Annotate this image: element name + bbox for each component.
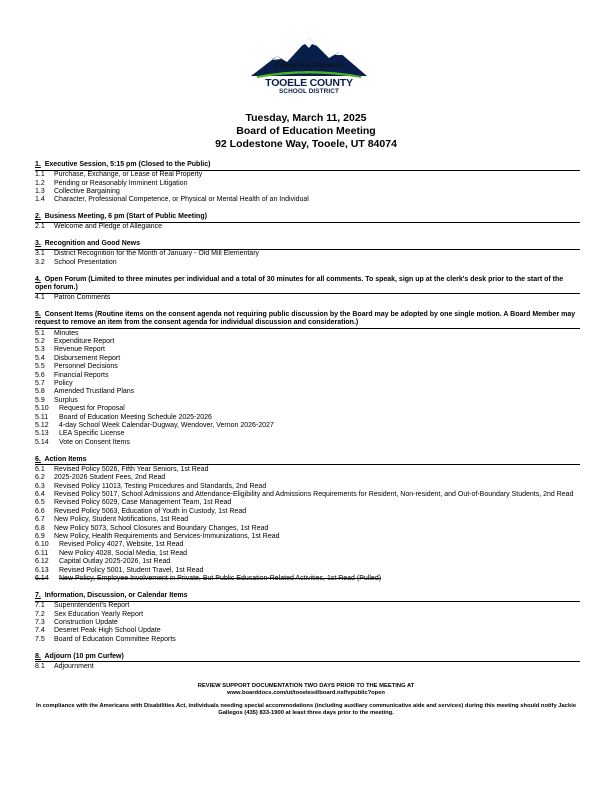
item-number: 6.2 xyxy=(35,474,45,482)
agenda-section xyxy=(35,240,580,267)
item-text xyxy=(54,259,580,267)
item-text xyxy=(59,430,580,438)
item-text xyxy=(54,330,580,338)
district-logo xyxy=(243,36,375,100)
section-number: 5. xyxy=(35,311,41,319)
pulled-note: (Pulled) xyxy=(356,575,382,583)
agenda-item xyxy=(35,508,580,516)
agenda-section xyxy=(35,653,580,672)
section-title xyxy=(35,592,580,602)
item-number: 6.12 xyxy=(35,558,49,566)
logo-subname: SCHOOL DISTRICT xyxy=(279,88,339,95)
item-text xyxy=(59,558,580,566)
item-text-content: Personnel Decisions xyxy=(54,363,118,371)
agenda-item xyxy=(35,372,580,380)
item-number: 3.2 xyxy=(35,258,45,266)
item-text-content: Amended Trustland Plans xyxy=(54,388,135,396)
logo-tagline: Education Elevated xyxy=(274,62,344,69)
agenda-section xyxy=(35,161,580,205)
item-number: 2.1 xyxy=(35,223,45,231)
section-number: 6. xyxy=(35,455,41,463)
item-number: 8.1 xyxy=(35,662,45,670)
item-number: 5.14 xyxy=(35,438,49,446)
item-text-content: Character, Professional Competence, or Physical or Mental Health of an Individual xyxy=(54,196,309,204)
agenda-item xyxy=(35,541,580,549)
agenda-item xyxy=(35,259,580,267)
item-text-content: Deseret Peak High School Update xyxy=(54,627,161,635)
item-text-content: Welcome and Pledge of Allegiance xyxy=(54,223,163,231)
item-text-content: Board of Education Committee Reports xyxy=(54,635,176,643)
section-title xyxy=(35,213,580,223)
item-text xyxy=(54,499,580,507)
item-text-content: Purchase, Exchange, or Lease of Real Property xyxy=(54,171,203,179)
item-text-content: Superintendent's Report xyxy=(54,602,130,610)
item-text xyxy=(54,171,580,179)
item-text-content: Sex Education Yearly Report xyxy=(54,610,144,618)
agenda-item xyxy=(35,499,580,507)
agenda-item xyxy=(35,483,580,491)
section-title xyxy=(35,653,580,663)
item-text xyxy=(54,372,580,380)
item-number: 6.11 xyxy=(35,549,49,557)
item-text xyxy=(59,567,580,575)
item-text-content: District Recognition for the Month of January - Old Mill Elementary xyxy=(54,250,260,258)
item-number: 6.7 xyxy=(35,516,45,524)
agenda-item xyxy=(35,363,580,371)
item-text-content: 2025-2026 Student Fees, 2nd Read xyxy=(54,474,166,482)
item-number: 1.3 xyxy=(35,187,45,195)
section-title xyxy=(35,240,580,250)
section-title-text: Consent Items (Routine items on the consent agenda not requiring public discussion by the Board may be adopted by one single motion. A Board Member may request to remove an item from the consent agenda for individual discussion and consideration.) xyxy=(35,311,576,327)
agenda-section xyxy=(35,213,580,232)
item-number: 5.4 xyxy=(35,354,45,362)
item-number: 6.4 xyxy=(35,491,45,499)
agenda-item xyxy=(35,439,580,447)
item-text-content: School Presentation xyxy=(54,258,117,266)
item-text xyxy=(54,474,580,482)
item-text xyxy=(54,602,580,610)
item-text-content: LEA Specific License xyxy=(59,430,125,438)
agenda-item xyxy=(35,188,580,196)
agenda-item xyxy=(35,533,580,541)
item-text xyxy=(54,346,580,354)
item-text xyxy=(54,397,580,405)
item-text xyxy=(54,663,580,671)
agenda-item xyxy=(35,346,580,354)
item-number: 5.5 xyxy=(35,363,45,371)
item-text-content: Disbursement Report xyxy=(54,354,121,362)
item-text-content: Pending or Reasonably Imminent Litigation xyxy=(54,179,188,187)
item-text-content: Revised Policy 5001, Student Travel, 1st Read xyxy=(59,566,204,574)
item-text xyxy=(59,575,580,583)
item-text xyxy=(54,363,580,371)
item-number: 7.1 xyxy=(35,602,45,610)
section-title xyxy=(35,161,580,171)
item-text xyxy=(59,541,580,549)
section-title xyxy=(35,276,580,294)
agenda-item xyxy=(35,388,580,396)
item-number: 4.1 xyxy=(35,294,45,302)
section-title-text: Action Items xyxy=(44,455,87,463)
item-text-content: Vote on Consent Items xyxy=(59,438,130,446)
item-number: 6.14 xyxy=(35,575,49,583)
agenda-item xyxy=(35,380,580,388)
item-number: 6.3 xyxy=(35,482,45,490)
item-number: 5.9 xyxy=(35,396,45,404)
section-title-text: Recognition and Good News xyxy=(44,240,141,248)
item-text-content: Board of Education Meeting Schedule 2025-2026 xyxy=(59,413,212,421)
item-text-content: New Policy, Employee Involvement in Private, But Public Education-Related Activities, 1st Read xyxy=(59,575,355,583)
item-text xyxy=(59,422,580,430)
item-number: 5.10 xyxy=(35,405,49,413)
item-text xyxy=(54,388,580,396)
item-number: 5.6 xyxy=(35,371,45,379)
agenda-item xyxy=(35,516,580,524)
agenda-item xyxy=(35,250,580,258)
section-number: 8. xyxy=(35,652,41,660)
section-number: 3. xyxy=(35,240,41,248)
agenda-item xyxy=(35,171,580,179)
section-title xyxy=(35,456,580,466)
item-text xyxy=(54,196,580,204)
item-number: 7.5 xyxy=(35,635,45,643)
item-text xyxy=(59,439,580,447)
item-number: 5.12 xyxy=(35,422,49,429)
item-text xyxy=(54,355,580,363)
agenda-item xyxy=(35,627,580,635)
item-text xyxy=(54,611,580,619)
item-number: 5.2 xyxy=(35,337,45,345)
logo-name: TOOELE COUNTY xyxy=(265,77,353,89)
agenda-item xyxy=(35,636,580,644)
agenda-list xyxy=(35,161,580,680)
agenda-item xyxy=(35,422,580,430)
item-number: 1.2 xyxy=(35,179,45,187)
agenda-item xyxy=(35,491,580,499)
item-text xyxy=(54,380,580,388)
item-text xyxy=(54,188,580,196)
item-text xyxy=(54,533,580,541)
boarddocs-link[interactable]: www.boarddocs.com/ut/tooelesd/board.nsf/vpublic?open xyxy=(227,690,385,696)
section-title-text: Adjourn (10 pm Curfew) xyxy=(44,652,124,660)
item-text xyxy=(54,636,580,644)
section-number: 7. xyxy=(35,592,41,599)
item-text-content: Financial Reports xyxy=(54,371,109,379)
meeting-address: 92 Lodestone Way, Tooele, UT 84074 xyxy=(215,138,397,150)
section-title xyxy=(35,311,580,329)
item-text-content: Revised Policy 5017, School Admissions and Attendance-Eligibility and Admissions Requirements for Resident, Non-resident, and Out-of-Boundary Students, 2nd Read xyxy=(54,491,574,499)
item-text-content: Construction Update xyxy=(54,618,118,626)
agenda-item xyxy=(35,525,580,533)
agenda-section xyxy=(35,311,580,447)
item-text xyxy=(54,338,580,346)
item-text-content: New Policy 4028, Social Media, 1st Read xyxy=(59,549,188,557)
item-text-content: Policy xyxy=(54,379,73,387)
section-number: 1. xyxy=(35,161,41,168)
item-text-content: New Policy, Health Requirements and Services-Immunizations, 1st Read xyxy=(54,533,280,541)
item-text xyxy=(54,180,580,188)
item-text-content: New Policy 5073, School Closures and Boundary Changes, 1st Read xyxy=(54,524,269,532)
meeting-title: Board of Education Meeting xyxy=(236,125,376,137)
agenda-item xyxy=(35,550,580,558)
item-text-content: New Policy, Student Notifications, 1st Read xyxy=(54,516,189,524)
item-text-content: Expenditure Report xyxy=(54,337,115,345)
item-text xyxy=(59,414,580,422)
item-text xyxy=(54,466,580,474)
item-number: 5.13 xyxy=(35,430,49,438)
agenda-item xyxy=(35,466,580,474)
agenda-item xyxy=(35,330,580,338)
item-text xyxy=(54,627,580,635)
section-title-text: Information, Discussion, or Calendar Items xyxy=(44,592,188,599)
agenda-item xyxy=(35,294,580,302)
item-number: 6.6 xyxy=(35,507,45,515)
item-text-content: Revised Policy 6029, Case Management Team, 1st Read xyxy=(54,499,232,507)
item-text-content: Patron Comments xyxy=(54,294,111,302)
item-text-content: Surplus xyxy=(54,396,78,404)
item-text xyxy=(54,525,580,533)
agenda-item xyxy=(35,619,580,627)
agenda-item xyxy=(35,611,580,619)
item-number: 6.8 xyxy=(35,524,45,532)
item-text xyxy=(54,619,580,627)
review-notice-text: REVIEW SUPPORT DOCUMENTATION TWO DAYS PRIOR TO THE MEETING AT xyxy=(197,683,415,689)
item-text-content: Revised Policy 5026, Fifth Year Seniors, 1st Read xyxy=(54,465,209,473)
section-number: 4. xyxy=(35,275,41,283)
item-text xyxy=(54,223,580,231)
item-text xyxy=(59,405,580,413)
item-number: 1.4 xyxy=(35,196,45,204)
item-text-content: Collective Bargaining xyxy=(54,187,120,195)
item-text xyxy=(54,250,580,258)
item-text-content: Revised Policy 11013, Testing Procedures and Standards, 2nd Read xyxy=(54,482,267,490)
meeting-date: Tuesday, March 11, 2025 xyxy=(245,112,367,124)
meeting-header xyxy=(0,112,612,151)
item-text-content: Minutes xyxy=(54,329,79,337)
agenda-item xyxy=(35,223,580,231)
item-number: 3.1 xyxy=(35,250,45,258)
section-number: 2. xyxy=(35,213,41,221)
agenda-section xyxy=(35,456,580,584)
item-number: 5.8 xyxy=(35,388,45,396)
item-number: 7.2 xyxy=(35,610,45,618)
item-number: 5.3 xyxy=(35,346,45,354)
item-number: 7.4 xyxy=(35,627,45,635)
agenda-item xyxy=(35,414,580,422)
item-text-content: Revenue Report xyxy=(54,346,105,354)
item-text xyxy=(59,550,580,558)
section-title-text: Business Meeting, 6 pm (Start of Public Meeting) xyxy=(44,213,207,221)
agenda-section xyxy=(35,592,580,644)
agenda-item xyxy=(35,180,580,188)
agenda-item xyxy=(35,405,580,413)
item-number: 6.13 xyxy=(35,566,49,574)
agenda-item xyxy=(35,558,580,566)
agenda-item xyxy=(35,575,580,583)
item-number: 6.1 xyxy=(35,465,45,473)
item-text xyxy=(54,294,580,302)
item-text xyxy=(54,491,580,499)
item-text-content: Revised Policy 5063, Education of Youth in Custody, 1st Read xyxy=(54,507,247,515)
item-text-content: Capital Outlay 2025-2026, 1st Read xyxy=(59,558,171,566)
section-title-text: Open Forum (Limited to three minutes per individual and a total of 30 minutes for all comments. To speak, sign up at the clerk's desk prior to the start of the open forum.) xyxy=(35,275,564,292)
item-number: 5.11 xyxy=(35,413,49,421)
agenda-item xyxy=(35,663,580,671)
item-text-content: Request for Proposal xyxy=(59,405,125,413)
item-number: 6.10 xyxy=(35,541,49,549)
item-text-content: Revised Policy 4027, Website, 1st Read xyxy=(59,541,184,549)
agenda-item xyxy=(35,474,580,482)
item-number: 7.3 xyxy=(35,618,45,626)
item-number: 6.5 xyxy=(35,499,45,507)
section-title-text: Executive Session, 5:15 pm (Closed to the Public) xyxy=(44,161,211,168)
agenda-section xyxy=(35,276,580,303)
item-text-content: 4-day School Week Calendar-Dugway, Wendover, Vernon 2026-2027 xyxy=(59,422,274,429)
item-text xyxy=(54,516,580,524)
agenda-item xyxy=(35,196,580,204)
agenda-item xyxy=(35,355,580,363)
item-text xyxy=(54,508,580,516)
item-number: 5.1 xyxy=(35,329,45,337)
review-notice xyxy=(0,683,612,697)
agenda-item xyxy=(35,338,580,346)
item-number: 6.9 xyxy=(35,533,45,541)
item-text-content: Adjournment xyxy=(54,662,94,670)
item-number: 1.1 xyxy=(35,171,45,179)
agenda-item xyxy=(35,430,580,438)
item-text xyxy=(54,483,580,491)
agenda-item xyxy=(35,397,580,405)
item-number: 5.7 xyxy=(35,379,45,387)
agenda-item xyxy=(35,567,580,575)
agenda-item xyxy=(35,602,580,610)
ada-notice: In compliance with the Americans with Disabilities Act, individuals needing special accommodations (including auxiliary communicative aide and services) during this meeting should notify Jackie Gallegos (435) 833-1900 at least three days prior to the meeting. xyxy=(35,703,577,716)
